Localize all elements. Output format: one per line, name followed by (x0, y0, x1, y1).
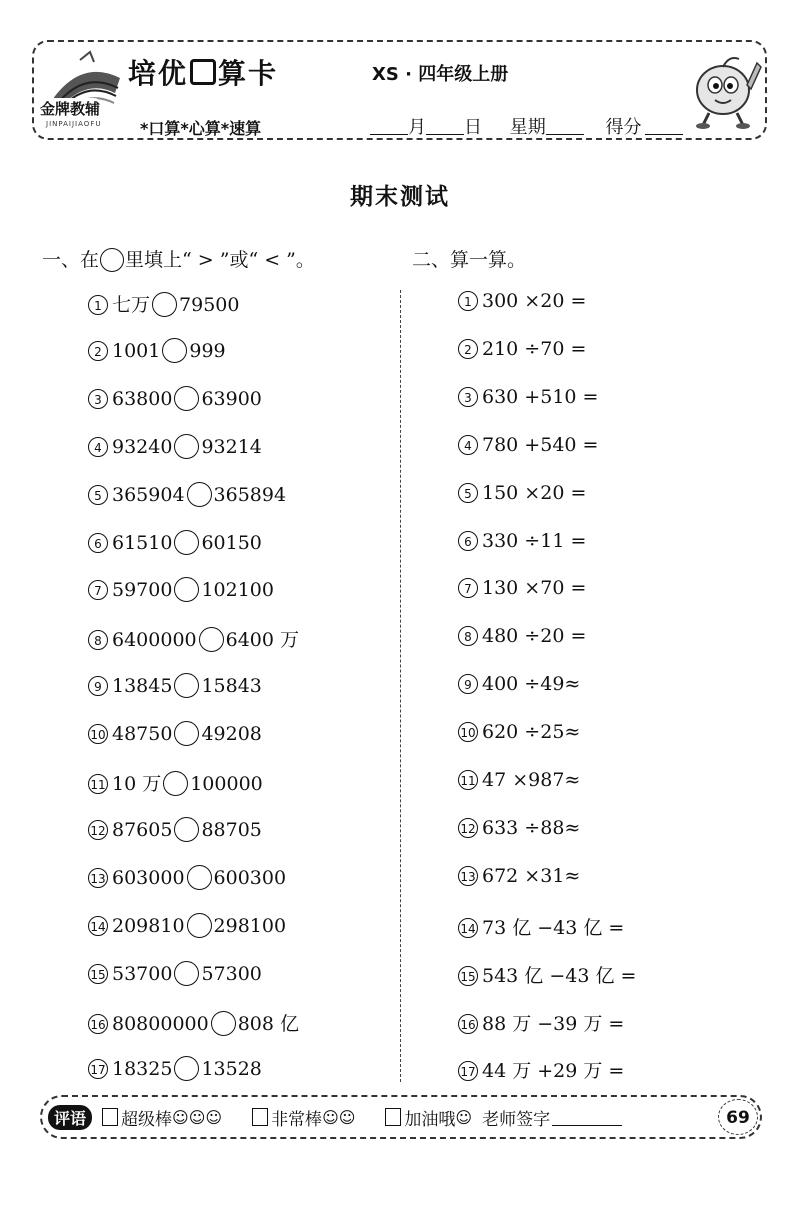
item-number: 1 (458, 291, 478, 311)
item-number: 10 (88, 724, 108, 744)
compare-left: 18325 (112, 1058, 173, 1081)
comparison-item (88, 673, 262, 698)
compare-right: 93214 (201, 435, 262, 458)
compare-left: 603000 (112, 866, 185, 889)
section2-heading: 二、算一算。 (412, 249, 527, 271)
smiley-icon: ☺ (455, 1107, 473, 1127)
item-number: 11 (458, 770, 478, 790)
item-number: 10 (458, 722, 478, 742)
compare-answer-circle[interactable] (174, 673, 199, 698)
evaluation-row (48, 1102, 622, 1132)
calculation-item (458, 290, 586, 312)
score-blank[interactable] (645, 120, 683, 135)
compare-left: 87605 (112, 818, 173, 841)
compare-left: 63800 (112, 387, 173, 410)
compare-right: 88705 (201, 818, 262, 841)
compare-right: 49208 (201, 723, 262, 746)
item-number: 5 (88, 485, 108, 505)
mouth-box-glyph (190, 59, 216, 85)
item-number: 9 (458, 674, 478, 694)
score-label: 得分 (605, 117, 642, 138)
checkbox-keep-going[interactable] (385, 1108, 401, 1126)
checkbox-super[interactable] (102, 1108, 118, 1126)
calculation-item (458, 625, 586, 647)
calc-expression: 44 万 +29 万 = (482, 1060, 625, 1083)
column-divider (400, 290, 401, 1082)
compare-right: 100000 (190, 773, 263, 795)
comparison-item (88, 338, 226, 363)
compare-left: 61510 (112, 531, 173, 554)
compare-right: 365894 (213, 483, 287, 506)
compare-left: 209810 (112, 914, 185, 937)
item-number: 8 (458, 626, 478, 646)
teacher-sign-blank[interactable] (552, 1109, 622, 1126)
item-number: 3 (458, 387, 478, 407)
item-number: 2 (88, 341, 108, 361)
calculation-item (458, 961, 636, 988)
comparison-item (88, 769, 263, 796)
section1-heading-post: 里填上“ > ”或“ < ”。 (125, 249, 315, 271)
calculation-item (458, 913, 624, 940)
calc-expression: 130 ×70 = (482, 577, 587, 600)
page-title: 期末测试 (350, 184, 450, 210)
compare-right: 298100 (213, 914, 287, 937)
compare-right: 6400 万 (225, 629, 300, 652)
comparison-item (88, 817, 262, 842)
compare-answer-circle[interactable] (174, 721, 199, 746)
calculation-item (458, 434, 598, 456)
calc-expression: 330 ÷11 = (482, 529, 587, 552)
compare-answer-circle[interactable] (187, 913, 212, 938)
calc-expression: 672 ×31≈ (482, 864, 581, 887)
option-super[interactable] (102, 1105, 222, 1130)
eval-badge: 评语 (48, 1105, 92, 1130)
compare-right: 57300 (201, 962, 262, 985)
option-super-label: 超级棒 (121, 1109, 173, 1130)
page-number: 69 (718, 1099, 758, 1135)
item-number: 1 (88, 295, 108, 315)
item-number: 15 (88, 964, 108, 984)
compare-left: 48750 (112, 723, 173, 746)
smiley-icon: ☺☺ (322, 1107, 356, 1127)
item-number: 12 (458, 818, 478, 838)
compare-left: 365904 (112, 483, 185, 506)
option-keep-going-label: 加油哦 (404, 1109, 456, 1130)
comparison-item (88, 577, 274, 602)
compare-right: 600300 (213, 866, 287, 889)
day-blank[interactable] (426, 120, 464, 135)
calculation-item (458, 673, 580, 695)
comparison-item (88, 530, 262, 555)
item-number: 11 (88, 774, 108, 794)
comparison-item (88, 1056, 262, 1081)
brand-logo-subtext: JINPAIJIAOFU (46, 120, 102, 128)
compare-left: 13845 (112, 675, 173, 698)
comparison-item (88, 386, 262, 411)
comparison-item (88, 434, 262, 459)
calculation-item (458, 338, 586, 360)
compare-right: 15843 (201, 675, 262, 698)
compare-right: 808 亿 (237, 1012, 300, 1035)
compare-right: 79500 (179, 294, 240, 316)
circle-glyph (100, 248, 124, 272)
item-number: 7 (88, 580, 108, 600)
comparison-item (88, 290, 239, 317)
compare-answer-circle[interactable] (163, 771, 188, 796)
calc-expression: 480 ÷20 = (482, 625, 587, 648)
compare-answer-circle[interactable] (174, 386, 199, 411)
month-label: 月 (408, 117, 426, 138)
compare-answer-circle[interactable] (199, 627, 224, 652)
subtitle: *口算*心算*速算 (140, 119, 262, 138)
compare-left: 53700 (112, 962, 173, 985)
compare-right: 63900 (201, 387, 262, 410)
smiley-icon: ☺☺☺ (172, 1107, 223, 1127)
calc-expression: 780 +540 = (482, 433, 599, 456)
compare-left: 6400000 (112, 629, 197, 652)
calculation-item (458, 769, 580, 791)
item-number: 17 (458, 1061, 478, 1081)
card-title (128, 52, 278, 92)
calc-expression: 300 ×20 = (482, 290, 587, 312)
item-number: 16 (88, 1014, 108, 1034)
compare-left: 80800000 (112, 1012, 209, 1035)
comparison-item (88, 482, 286, 507)
item-number: 12 (88, 820, 108, 840)
card-title-part1: 培优 (128, 57, 189, 90)
compare-left: 59700 (112, 579, 173, 602)
calc-expression: 633 ÷88≈ (482, 816, 581, 839)
compare-left: 10 万 (112, 773, 162, 795)
compare-answer-circle[interactable] (174, 1056, 199, 1081)
calc-expression: 543 亿 −43 亿 = (482, 964, 637, 987)
option-very-good[interactable] (252, 1105, 355, 1130)
calc-expression: 150 ×20 = (482, 481, 587, 504)
compare-answer-circle[interactable] (174, 434, 199, 459)
item-number: 8 (88, 630, 108, 650)
calculation-item (458, 530, 586, 552)
option-keep-going[interactable] (385, 1105, 472, 1130)
comparison-item (88, 721, 262, 746)
card-title-part2: 算卡 (218, 57, 279, 90)
calculation-item (458, 1009, 624, 1036)
compare-answer-circle[interactable] (187, 482, 212, 507)
checkbox-very-good[interactable] (252, 1108, 268, 1126)
calc-expression: 73 亿 −43 亿 = (482, 916, 625, 939)
compare-answer-circle[interactable] (174, 961, 199, 986)
calc-expression: 47 ×987≈ (482, 769, 581, 791)
compare-answer-circle[interactable] (152, 292, 177, 317)
calculation-item (458, 577, 586, 599)
compare-answer-circle[interactable] (174, 530, 199, 555)
item-number: 9 (88, 676, 108, 696)
month-blank[interactable] (370, 120, 408, 135)
weekday-label: 星期 (509, 117, 546, 138)
compare-right: 13528 (201, 1058, 262, 1081)
calculation-item (458, 721, 580, 743)
calc-expression: 88 万 −39 万 = (482, 1012, 625, 1035)
section1-heading (42, 245, 315, 272)
compare-right: 102100 (201, 579, 274, 602)
mascot-icon (685, 45, 765, 130)
compare-right: 60150 (201, 531, 262, 554)
calculation-item (458, 865, 580, 887)
item-number: 14 (458, 918, 478, 938)
item-number: 13 (458, 866, 478, 886)
comparison-item (88, 865, 286, 890)
compare-right: 999 (189, 339, 226, 362)
compare-answer-circle[interactable] (174, 817, 199, 842)
teacher-sign-label: 老师签字 (482, 1109, 551, 1130)
comparison-item (88, 1009, 299, 1036)
item-number: 6 (88, 533, 108, 553)
compare-answer-circle[interactable] (187, 865, 212, 890)
item-number: 3 (88, 389, 108, 409)
compare-answer-circle[interactable] (162, 338, 187, 363)
calc-expression: 210 ÷70 = (482, 337, 587, 360)
comparison-item (88, 913, 286, 938)
item-number: 4 (88, 437, 108, 457)
item-number: 16 (458, 1014, 478, 1034)
option-very-good-label: 非常棒 (271, 1109, 323, 1130)
weekday-blank[interactable] (546, 120, 584, 135)
item-number: 17 (88, 1059, 108, 1079)
edition-label: XS · 四年级上册 (372, 64, 509, 85)
comparison-item (88, 625, 299, 652)
item-number: 14 (88, 916, 108, 936)
compare-answer-circle[interactable] (174, 577, 199, 602)
compare-left: 1001 (112, 339, 161, 362)
compare-left: 七万 (112, 294, 151, 316)
comparison-item (88, 961, 262, 986)
item-number: 5 (458, 483, 478, 503)
day-label: 日 (464, 117, 482, 138)
compare-answer-circle[interactable] (211, 1011, 236, 1036)
section1-heading-pre: 一、在 (42, 249, 100, 271)
calc-expression: 400 ÷49≈ (482, 673, 581, 696)
compare-left: 93240 (112, 435, 173, 458)
calc-expression: 630 +510 = (482, 385, 599, 408)
item-number: 15 (458, 966, 478, 986)
brand-logo-text: 金牌教辅 (40, 100, 101, 118)
item-number: 6 (458, 531, 478, 551)
item-number: 2 (458, 339, 478, 359)
calc-expression: 620 ÷25≈ (482, 721, 581, 744)
date-score-line (370, 113, 683, 139)
item-number: 7 (458, 578, 478, 598)
calculation-item (458, 482, 586, 504)
item-number: 13 (88, 868, 108, 888)
calculation-item (458, 817, 580, 839)
calculation-item (458, 1056, 624, 1083)
calculation-item (458, 386, 598, 408)
item-number: 4 (458, 435, 478, 455)
